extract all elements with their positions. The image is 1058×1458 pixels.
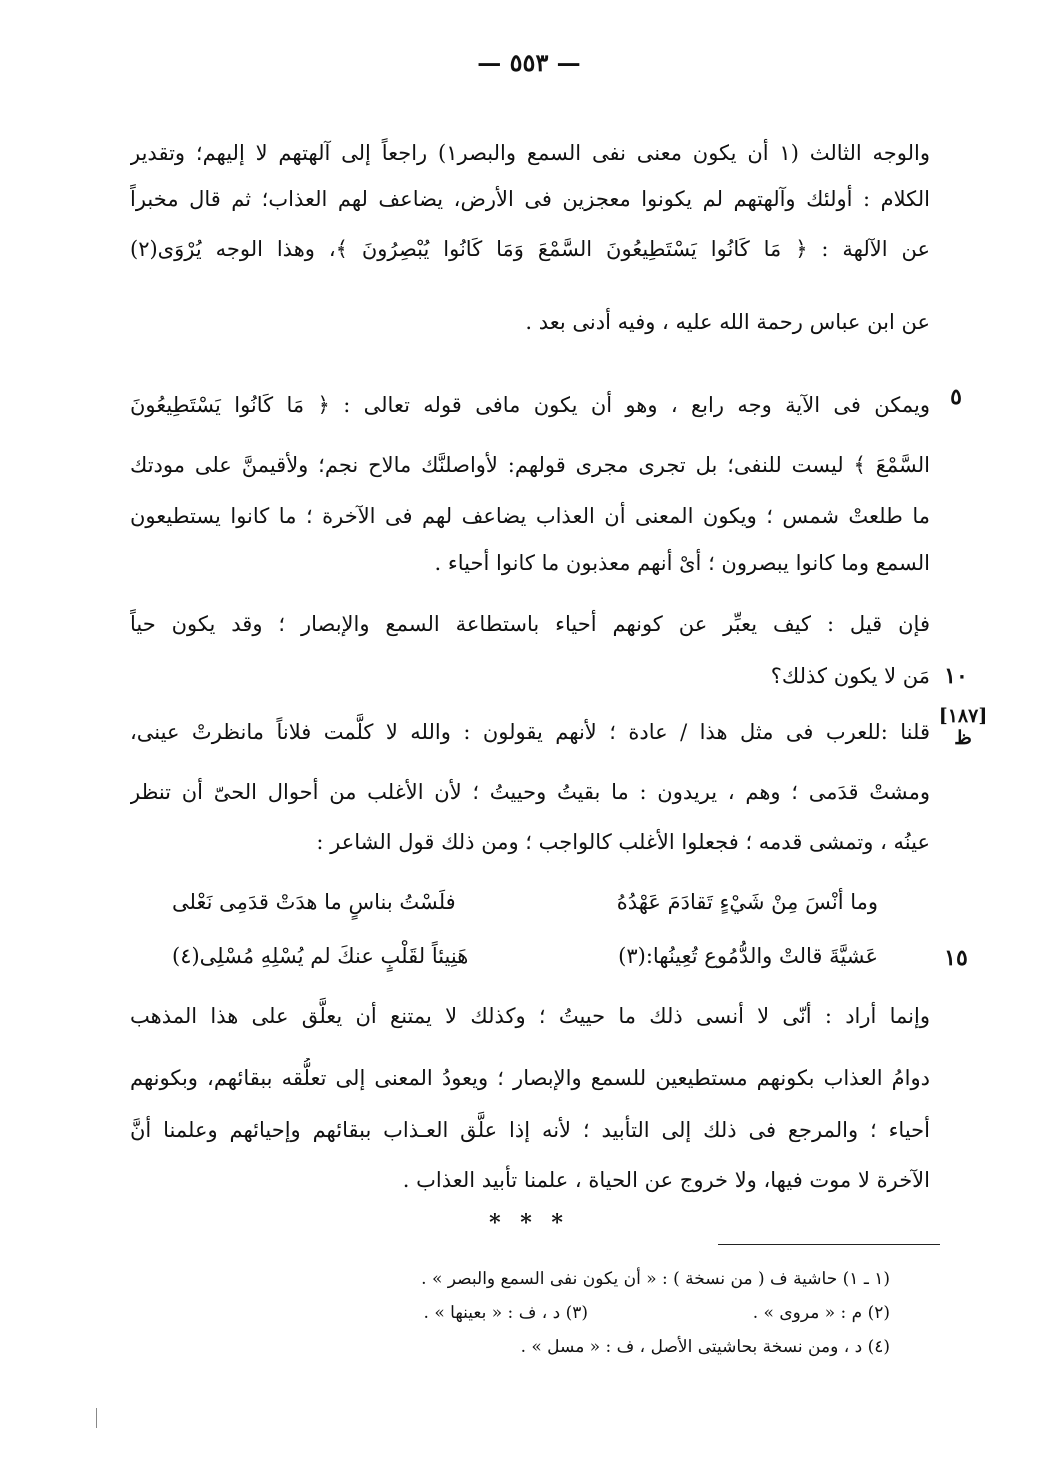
text-line: الآخرة لا موت فيها، ولا خروج عن الحياة ، علمنا تأبيد العذاب . <box>402 1168 930 1192</box>
footnote: (١ ـ ١) حاشية ف ( من نسخة ) : « أن يكون نفى السمع والبصر » . <box>421 1269 890 1289</box>
verse-hemistich: هَنِيئاً لقَلْبٍ عنكَ لم يُسْلِهِ مُسْلِى(٤) <box>172 944 469 968</box>
footnote: (٢) م : « مروى » . <box>752 1303 890 1323</box>
scan-mark <box>96 1408 103 1428</box>
footnote: (٣) د ، ف : « بعينها » . <box>423 1303 588 1323</box>
verse-hemistich: عَشيَّةَ قالتْ والدُّمُوع تُعِينُها:(٣) <box>618 944 878 968</box>
margin-line-number: ١٠ <box>944 663 968 689</box>
text-line: عن ابن عباس رحمة الله عليه ، وفيه أدنى بعد . <box>525 310 930 334</box>
text-line: والوجه الثالث (١ أن يكون معنى نفى السمع والبصر١) راجعاً إلى آلهتهم لا إليهم؛ وتقدير <box>130 141 930 165</box>
margin-line-number: ١٥ <box>944 945 968 971</box>
text-line: قلنا :للعرب فى مثل هذا / عادة ؛ لأنهم يقولون : والله لا كلَّمت فلاناً مانظرتْ عينى، <box>130 720 930 744</box>
text-line: دوامُ العذاب بكونهم مستطيعين للسمع والإبصار ؛ ويعودُ المعنى إلى تعلُّقه ببقائهم، وبكونهم <box>130 1066 930 1090</box>
verse-hemistich: فلَسْتُ بناسٍ ما هدَتْ قدَمِى نَعْلى <box>172 890 456 914</box>
text-line: ما طلعتْ شمس ؛ ويكون المعنى أن العذاب يضاعف لهم فى الآخرة ؛ ما كانوا يستطيعون <box>130 504 930 528</box>
folio-side: ظ <box>954 727 972 749</box>
text-line: فإن قيل : كيف يعبِّر عن كونهم أحياء باستطاعة السمع والإبصار ؛ وقد يكون حياً <box>130 612 930 636</box>
text-line: عن الآلهة : ﴿ مَا كَانُوا يَسْتَطِيعُونَ السَّمْعَ وَمَا كَانُوا يُبْصِرُونَ ﴾، وهذا الوجه يُرْوَى(٢) <box>130 237 930 261</box>
folio-marker <box>930 705 996 749</box>
text-line: الكلام : أولئك وآلهتهم لم يكونوا معجزين فى الأرض، يضاعف لهم العذاب؛ ثم قال مخبراً <box>130 187 930 211</box>
verse-hemistich: وما أنْسَ مِنْ شَيْءٍ تَقادَمَ عَهْدُهُ <box>616 890 878 914</box>
text-line: السمع وما كانوا يبصرون ؛ أىْ أنهم معذبون ما كانوا أحياء . <box>434 551 930 575</box>
text-line: عينُه ، وتمشى قدمه ؛ فجعلوا الأغلب كالواجب ؛ ومن ذلك قول الشاعر : <box>316 830 930 854</box>
text-line: وإنما أراد : أنّى لا أنسى ذلك ما حييتُ ؛ وكذلك لا يمتنع أن يعلَّق على هذا المذهب <box>130 1004 930 1028</box>
text-line: مَن لا يكون كذلك؟ <box>770 664 930 688</box>
page-number: — ٥٥٣ — <box>477 48 581 77</box>
folio-number: [١٨٧] <box>938 705 988 727</box>
text-line: ومشتْ قدَمى ؛ وهم ، يريدون : ما بقيتُ وحييتُ ؛ لأن الأغلب من أحوال الحىّ أن تنظر <box>130 780 930 804</box>
text-line: أحياء ؛ والمرجع فى ذلك إلى التأبيد ؛ لأنه إذا علَّق العـذاب ببقائهم وإحيائهم وعلمنا أنَّ <box>130 1118 930 1142</box>
footnote-rule <box>718 1244 940 1245</box>
margin-line-number: ٥ <box>950 384 962 410</box>
section-separator: * * * <box>489 1210 569 1236</box>
text-line: السَّمْعَ ﴾ ليست للنفى؛ بل تجرى مجرى قولهم: لأواصلنَّك مالاح نجم؛ ولأقيمنَّ على مودتك <box>130 453 930 477</box>
footnote: (٤) د ، ومن نسخة بحاشيتى الأصل ، ف : « مسل » . <box>520 1337 890 1357</box>
text-line: ويمكن فى الآية وجه رابع ، وهو أن يكون مافى قوله تعالى : ﴿ مَا كَانُوا يَسْتَطِيعُونَ <box>130 393 930 417</box>
